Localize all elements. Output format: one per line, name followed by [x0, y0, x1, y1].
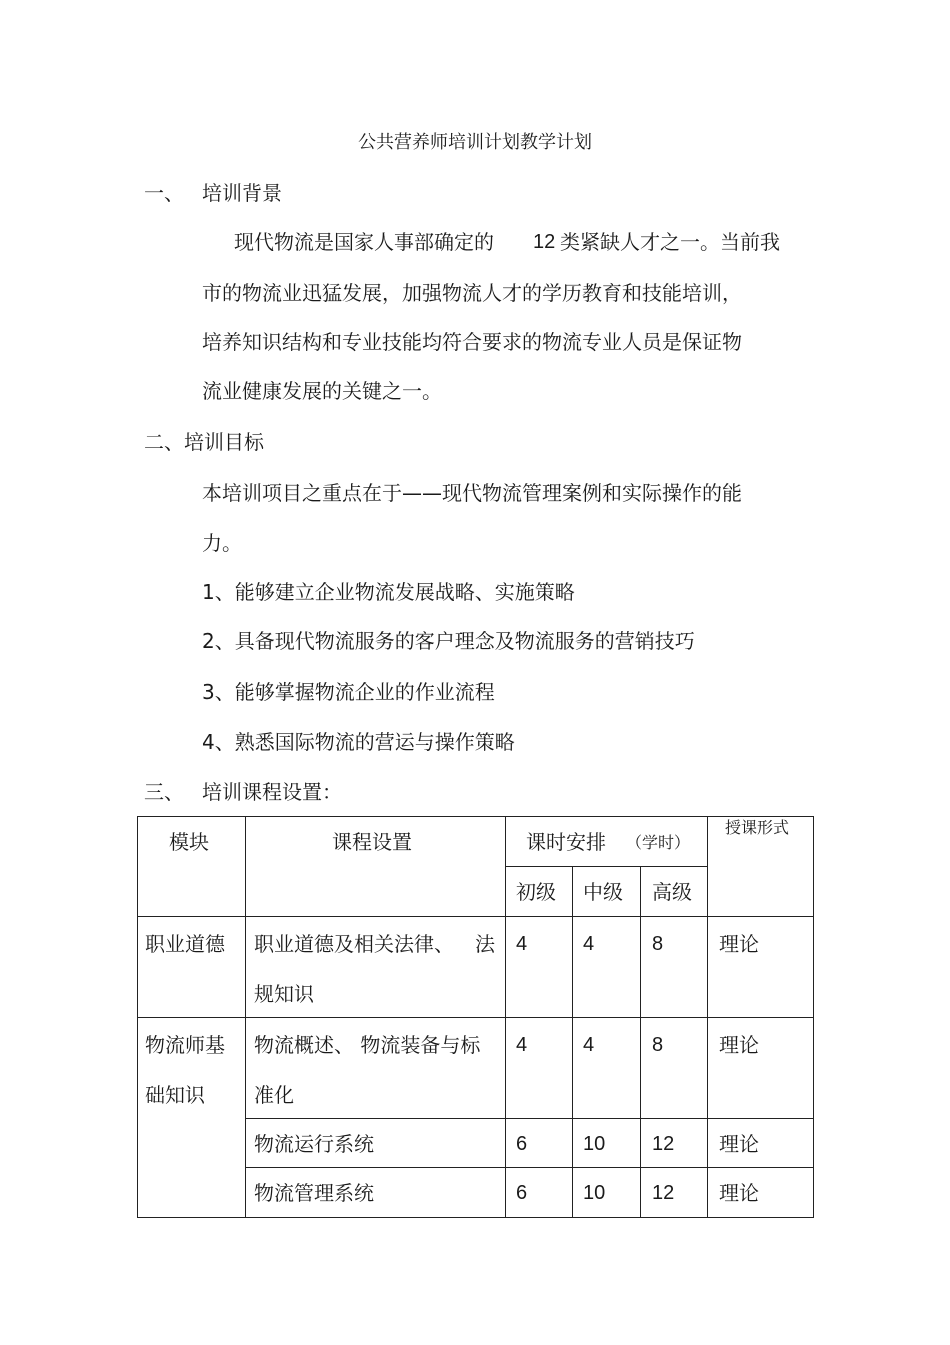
header-level-intermediate: 中级 [583, 880, 623, 904]
module-name: 础知识 [145, 1083, 205, 1107]
section3-number: 三、 [144, 780, 184, 804]
section1-line-1a: 现代物流是国家人事部确定的 [234, 230, 494, 254]
hours-basic-cell [506, 1119, 573, 1168]
section1-line-1b: 12 [533, 231, 556, 253]
hours-intermediate-cell [573, 1119, 641, 1168]
form-cell [708, 917, 814, 1018]
hours-intermediate: 4 [583, 1034, 595, 1056]
module-name: 物流师基 [145, 1033, 225, 1057]
course-cell [246, 1018, 506, 1119]
goal-item-1: 1、能够建立企业物流发展战略、实施策略 [202, 580, 575, 604]
header-hours-cell [506, 817, 708, 867]
hours-advanced: 8 [652, 1034, 664, 1056]
header-module-cell [138, 817, 246, 917]
teaching-form: 理论 [719, 1033, 759, 1057]
teaching-form: 理论 [719, 1132, 759, 1156]
hours-advanced-cell [641, 1119, 708, 1168]
section1-line-3: 培养知识结构和专业技能均符合要求的物流专业人员是保证物 [202, 330, 742, 354]
section2-intro-line-1: 本培训项目之重点在于——现代物流管理案例和实际操作的能 [202, 481, 742, 505]
goal-item-2: 2、具备现代物流服务的客户理念及物流服务的营销技巧 [202, 629, 695, 653]
hours-advanced: 12 [652, 1182, 675, 1204]
hours-basic-cell [506, 917, 573, 1018]
hours-intermediate-cell [573, 1018, 641, 1119]
section3-heading: 培训课程设置： [202, 780, 342, 804]
hours-basic: 6 [516, 1182, 528, 1204]
header-level-intermediate-cell [573, 867, 641, 917]
form-cell [708, 1168, 814, 1218]
hours-intermediate: 10 [583, 1182, 606, 1204]
table-row [138, 1018, 814, 1119]
module-cell [138, 917, 246, 1018]
header-level-basic-cell [506, 867, 573, 917]
module-name: 职业道德 [145, 932, 225, 956]
course-name: 准化 [254, 1083, 294, 1107]
hours-advanced-cell [641, 1018, 708, 1119]
header-level-advanced-cell [641, 867, 708, 917]
teaching-form: 理论 [719, 932, 759, 956]
hours-intermediate: 10 [583, 1133, 606, 1155]
course-name: 物流运行系统 [254, 1132, 374, 1156]
course-name: 物流概述、 物流装备与标 [254, 1033, 481, 1057]
course-cell [246, 1119, 506, 1168]
header-course: 课程设置 [332, 830, 412, 854]
course-name: 职业道德及相关法律、 [254, 932, 454, 956]
hours-basic: 6 [516, 1133, 528, 1155]
course-name: 物流管理系统 [254, 1181, 374, 1205]
course-name: 法 [475, 932, 495, 956]
course-table [137, 816, 814, 1218]
section1-number: 一、 [144, 181, 184, 205]
hours-basic-cell [506, 1168, 573, 1218]
section1-line-1c: 类紧缺人才之一。当前我 [560, 230, 780, 254]
header-form-cell [708, 817, 814, 917]
hours-advanced: 8 [652, 933, 664, 955]
hours-intermediate: 4 [583, 933, 595, 955]
hours-basic: 4 [516, 933, 528, 955]
teaching-form: 理论 [719, 1181, 759, 1205]
hours-intermediate-cell [573, 917, 641, 1018]
table-row [138, 917, 814, 1018]
course-cell [246, 917, 506, 1018]
hours-advanced: 12 [652, 1133, 675, 1155]
hours-basic: 4 [516, 1034, 528, 1056]
header-module: 模块 [169, 830, 209, 854]
section2-heading: 二、培训目标 [144, 430, 264, 454]
hours-intermediate-cell [573, 1168, 641, 1218]
section1-line-4: 流业健康发展的关键之一。 [202, 379, 442, 403]
header-hours: 课时安排 [526, 830, 606, 854]
hours-advanced-cell [641, 1168, 708, 1218]
section2-intro-line-2: 力。 [202, 531, 242, 555]
form-cell [708, 1119, 814, 1168]
hours-basic-cell [506, 1018, 573, 1119]
course-cell [246, 1168, 506, 1218]
section1-heading: 培训背景 [202, 181, 282, 205]
header-hours-unit: （学时） [626, 833, 691, 852]
module-cell [138, 1018, 246, 1218]
form-cell [708, 1018, 814, 1119]
header-form: 授课形式 [725, 818, 790, 837]
header-level-advanced: 高级 [652, 880, 692, 904]
goal-item-3: 3、能够掌握物流企业的作业流程 [202, 680, 495, 704]
course-name: 规知识 [254, 982, 314, 1006]
header-level-basic: 初级 [516, 880, 556, 904]
section1-line-2: 市的物流业迅猛发展，加强物流人才的学历教育和技能培训， [202, 281, 742, 305]
document-title: 公共营养师培训计划教学计划 [358, 132, 592, 153]
header-course-cell [246, 817, 506, 917]
goal-item-4: 4、熟悉国际物流的营运与操作策略 [202, 730, 515, 754]
hours-advanced-cell [641, 917, 708, 1018]
